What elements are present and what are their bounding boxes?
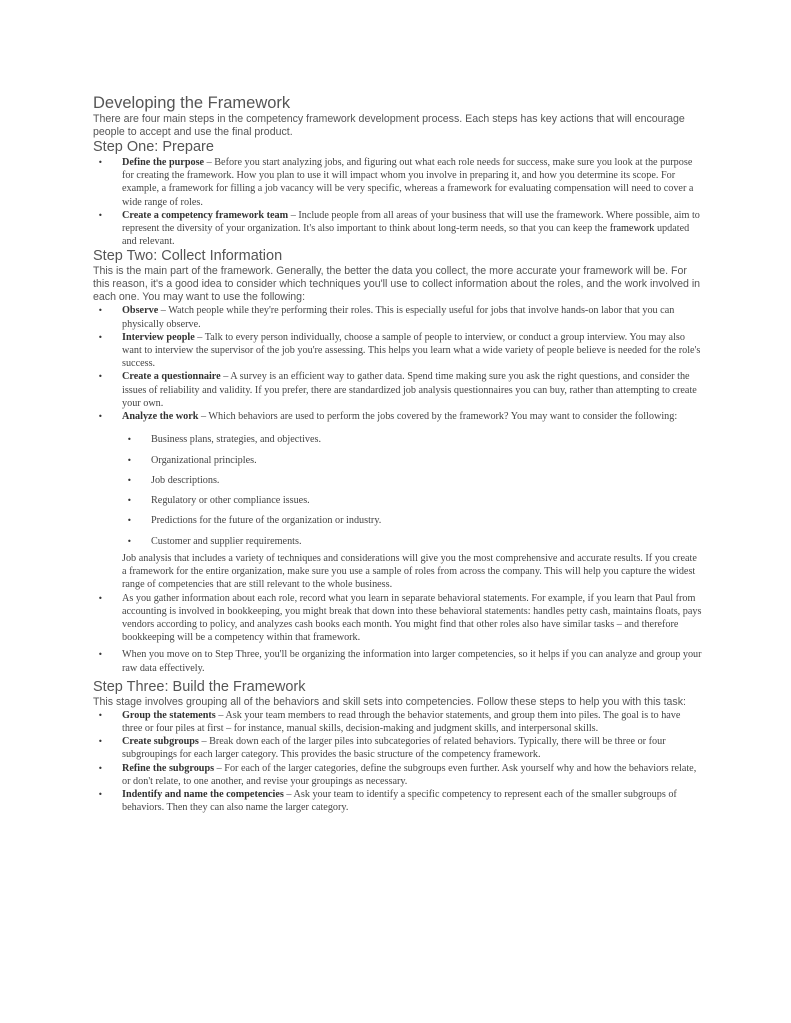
list-item [93,370,703,410]
bullet-icon: • [98,158,103,167]
list-item [93,304,703,330]
sublist-item [93,433,703,446]
item-text: – Before you start analyzing jobs, and figuring out what each role needs for success, make sure you look at the purpose for creating the framework. How you plan to use it will impact whom you involve in preparing it, and how you determine its scope. For example, a framework for filling a job vacancy will be very specific, whereas a framework for evaluating compensation will need to cover a wide range of roles. [122,157,694,208]
bullet-icon: • [127,536,132,546]
item-text: – Ask your team members to read through the behavior statements, and group them into piles. The goal is to have three or four piles at first – for instance, manual skills, decision-making and judgment skills, and interpersonal skills. [122,709,681,734]
item-term: Define the purpose [122,157,205,168]
step-one-list [93,156,703,248]
item-term: Observe [122,305,159,317]
step-three-list [93,709,703,815]
bullet-icon: • [98,306,103,316]
item-term: Group the statements [122,709,216,721]
sublist-item-text: Customer and supplier requirements. [151,535,302,547]
analysis-note: Job analysis that includes a variety of techniques and considerations will give you the most comprehensive and accurate results. If you create a framework for the entire organization, make sure you use a sample of roles from across the company. This will help you capture the widest range of competencies that are still relevant to the whole business. [122,552,697,591]
bullet-icon: • [98,763,103,773]
intro-paragraph: There are four main steps in the competency framework development process. Each steps has key actions that will encourage people to accept and use the final product. [93,113,685,138]
list-item [93,762,703,788]
item-text: – Talk to every person individually, choose a sample of people to interview, or conduct a group interview. You may also want to interview the supervisor of the job you're assessing. This helps you learn what a wide variety of people believe is needed for the role's success. [122,331,701,370]
sublist-item-text: Predictions for the future of the organization or industry. [151,515,382,527]
step-three-heading: Step Three: Build the Framework [93,678,306,695]
step-two-extra-list [93,592,703,675]
bullet-icon: • [98,332,103,342]
item-text: – Watch people while they're performing their roles. This is especially useful for jobs that involve hands-on labor that you can physically observe. [122,305,675,330]
item-text: – Ask your team to identify a specific competency to represent each of the smaller subgroups of behaviors. Then they can also name the larger category. [122,788,677,814]
bullet-icon: • [127,496,132,506]
item-term: Create a questionnaire [122,371,221,383]
step-two-list [93,304,703,423]
bullet-icon: • [127,516,132,526]
document-page [93,94,703,814]
item-text-after: updated and relevant. [122,223,690,248]
analyze-work-sublist [93,433,703,548]
bullet-icon: • [98,650,103,660]
item-text: – Which behaviors are used to perform the jobs covered by the framework? You may want to consider the following: [198,411,678,423]
bullet-icon: • [127,455,132,465]
list-item [93,331,703,371]
sublist-item-text: Organizational principles. [151,454,257,466]
bullet-icon: • [98,737,103,747]
sublist-item-text: Business plans, strategies, and objectives. [151,434,322,446]
list-item [93,592,703,645]
item-term: Indentify and name the competencies [122,788,284,800]
item-text: – Include people from all areas of your business that will use the framework. Where possible, aim to represent the diversity of your organization. It's also important to think about long-term needs, so that you can keep the [122,209,700,235]
item-term: Refine the subgroups [122,762,215,774]
list-item [93,410,703,423]
bullet-icon: • [98,710,103,720]
list-item [93,788,703,814]
step-one-heading: Step One: Prepare [93,139,214,155]
bullet-icon: • [98,789,103,799]
step-two-intro: This is the main part of the framework. Generally, the better the data you collect, the more accurate your framework will be. For this reason, it's a good idea to consider which techniques you'll use to collect information about the roles, and the work involved in each one. You may want to use the following: [93,265,701,304]
list-item [93,156,703,209]
item-text: – Break down each of the larger piles into subcategories of related behaviors. Typically, there will be three or four subgroupings for each larger category. This provides the basic structure of the competency framework. [122,736,666,761]
page-title: Developing the Framework [93,94,291,112]
item-text: When you move on to Step Three, you'll be organizing the information into larger competencies, so it helps if you can analyze and group your raw data effectively. [122,649,702,674]
list-item [93,648,703,674]
sublist-item [93,494,703,507]
bullet-icon: • [127,435,132,445]
sublist-item [93,474,703,487]
bullet-icon: • [98,372,103,382]
sublist-item [93,454,703,467]
item-text: As you gather information about each role, record what you learn in separate behavioral statements. For example, if you learn that Paul from accounting is involved in bookkeeping, you might break that down into these behavioral statements: handles petty cash, maintains floats, pays vendors according to policy, and analyzes cash books each month. You might find that other roles also have similar tasks – and therefore bookkeeping will be a competency within that framework. [122,592,702,644]
sublist-item-text: Regulatory or other compliance issues. [151,495,310,507]
framework-link[interactable]: framework [609,223,655,235]
sublist-item [93,535,703,548]
bullet-icon: • [127,475,132,485]
bullet-icon: • [98,593,103,603]
sublist-item-text: Job descriptions. [151,474,220,486]
item-term: Interview people [122,331,195,343]
step-two-heading: Step Two: Collect Information [93,248,283,265]
item-term: Create a competency framework team [122,209,289,221]
item-term: Create subgroups [122,736,199,748]
sublist-item [93,514,703,527]
bullet-icon: • [98,210,103,220]
item-text: – For each of the larger categories, define the subgroups even further. Ask yourself why and how the behaviors relate, or don't relate, to one another, and revise your groupings as necessary. [122,762,697,787]
step-three-intro: This stage involves grouping all of the behaviors and skill sets into competencies. Follow these steps to help you with this task: [93,695,686,708]
bullet-icon: • [98,412,103,422]
item-text: – A survey is an efficient way to gather data. Spend time making sure you ask the right questions, and consider the issues of reliability and validity. If you prefer, there are standardized job analysis questionnaires you can buy, rather than attempting to create your own. [122,371,697,409]
item-term: Analyze the work [122,411,199,423]
list-item [93,209,703,249]
list-item [93,735,703,761]
list-item [93,709,703,735]
